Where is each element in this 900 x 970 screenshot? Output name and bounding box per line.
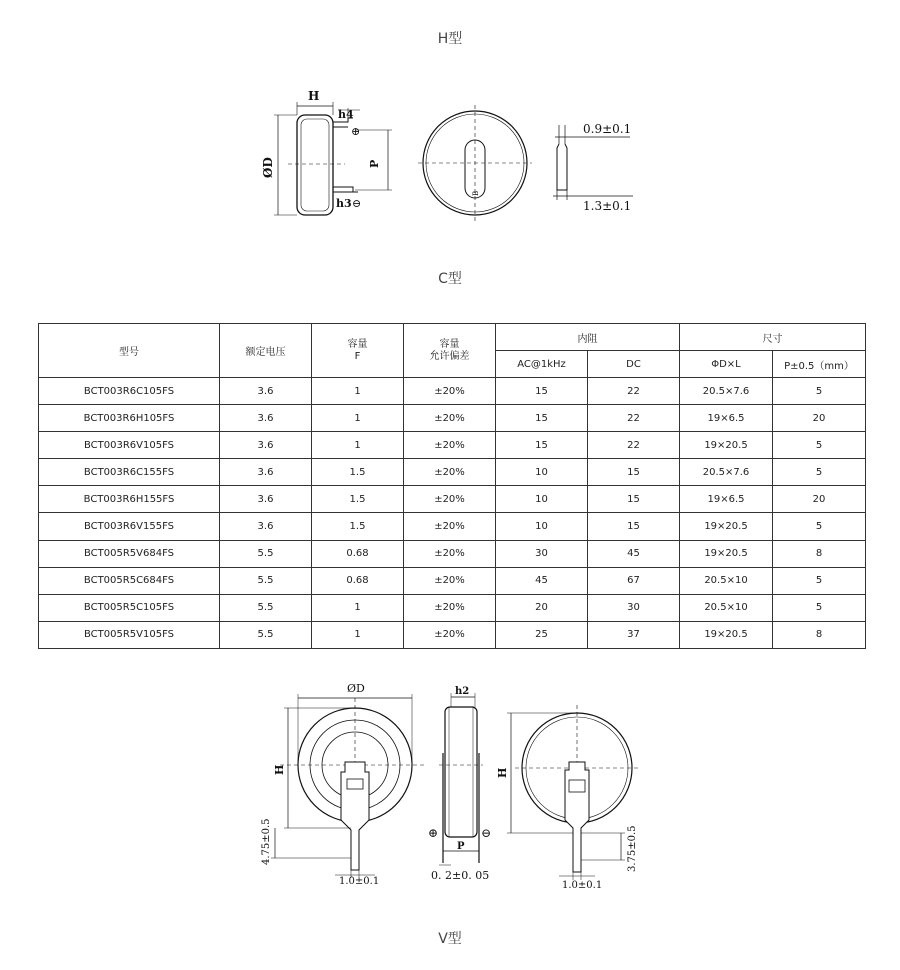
cell-tol: ±20% xyxy=(404,540,496,567)
cell-voltage: 3.6 xyxy=(220,378,312,405)
thickness-dim-label: 0.9±0.1 xyxy=(583,122,632,136)
cell-p: 20 xyxy=(773,486,866,513)
cell-model: BCT005R5C105FS xyxy=(39,594,220,621)
cell-ac: 45 xyxy=(496,567,588,594)
cell-ac: 20 xyxy=(496,594,588,621)
v-type-side-view xyxy=(425,683,505,883)
cell-dc: 45 xyxy=(588,540,680,567)
caption-v-type: V型 xyxy=(438,931,462,947)
cell-voltage: 3.6 xyxy=(220,432,312,459)
header-p: P±0.5（mm） xyxy=(773,351,866,378)
v-type-back-view xyxy=(495,700,645,890)
cell-dl: 20.5×7.6 xyxy=(680,459,773,486)
cell-dc: 22 xyxy=(588,432,680,459)
cell-model: BCT003R6H155FS xyxy=(39,486,220,513)
spec-table-body xyxy=(39,378,866,649)
h-type-lead-detail xyxy=(545,120,645,220)
cell-dc: 22 xyxy=(588,405,680,432)
v-type-front-view xyxy=(255,680,430,885)
cell-dc: 15 xyxy=(588,486,680,513)
cell-cap: 0.68 xyxy=(312,567,404,594)
v-plus-label: ⊕ xyxy=(428,826,439,840)
cell-dl: 19×20.5 xyxy=(680,540,773,567)
d-dim-label: ØD xyxy=(261,157,275,178)
caption-h-type: H型 xyxy=(437,31,463,47)
header-capacity xyxy=(312,324,404,378)
cell-voltage: 3.6 xyxy=(220,486,312,513)
cell-cap: 1 xyxy=(312,432,404,459)
cell-p: 5 xyxy=(773,459,866,486)
cell-voltage: 5.5 xyxy=(220,594,312,621)
cell-p: 8 xyxy=(773,540,866,567)
cell-ac: 15 xyxy=(496,405,588,432)
cell-dl: 20.5×7.6 xyxy=(680,378,773,405)
cell-model: BCT003R6C105FS xyxy=(39,378,220,405)
h4-dim-label: h4 xyxy=(338,108,354,121)
cell-p: 5 xyxy=(773,567,866,594)
header-ac: AC@1kHz xyxy=(496,351,588,378)
cell-cap: 1 xyxy=(312,378,404,405)
cell-dc: 37 xyxy=(588,621,680,648)
cell-p: 5 xyxy=(773,432,866,459)
table-row xyxy=(39,594,866,621)
header-dl: ΦD×L xyxy=(680,351,773,378)
minus-terminal-label: ⊖ xyxy=(352,197,362,210)
cell-dl: 19×6.5 xyxy=(680,405,773,432)
header-tol-line2: 允许偏差 xyxy=(429,350,470,362)
cell-dl: 20.5×10 xyxy=(680,567,773,594)
cell-ac: 15 xyxy=(496,378,588,405)
table-row xyxy=(39,405,866,432)
v-475-label: 4.75±0.5 xyxy=(261,818,272,865)
cell-ac: 30 xyxy=(496,540,588,567)
header-rated-voltage: 额定电压 xyxy=(220,324,312,378)
header-capacity-unit: F xyxy=(354,350,361,362)
cell-ac: 25 xyxy=(496,621,588,648)
header-resistance: 内阻 xyxy=(496,324,680,351)
spec-table xyxy=(38,323,866,649)
table-row xyxy=(39,378,866,405)
cell-voltage: 3.6 xyxy=(220,405,312,432)
cell-model: BCT005R5V684FS xyxy=(39,540,220,567)
cell-cap: 1.5 xyxy=(312,459,404,486)
cell-model: BCT005R5V105FS xyxy=(39,621,220,648)
cell-model: BCT003R6V105FS xyxy=(39,432,220,459)
cell-dl: 19×20.5 xyxy=(680,432,773,459)
cell-voltage: 3.6 xyxy=(220,513,312,540)
h-dim-label: H xyxy=(308,89,320,103)
cell-cap: 1 xyxy=(312,594,404,621)
cell-p: 5 xyxy=(773,594,866,621)
cell-dl: 19×20.5 xyxy=(680,621,773,648)
table-row xyxy=(39,486,866,513)
cell-voltage: 5.5 xyxy=(220,621,312,648)
v-lead-right-label: 1.0±0.1 xyxy=(562,880,603,891)
cell-cap: 0.68 xyxy=(312,540,404,567)
cell-cap: 1.5 xyxy=(312,486,404,513)
caption-c-type: C型 xyxy=(438,271,462,287)
table-row xyxy=(39,432,866,459)
cell-tol: ±20% xyxy=(404,594,496,621)
cell-cap: 1 xyxy=(312,621,404,648)
cell-voltage: 5.5 xyxy=(220,567,312,594)
header-dc: DC xyxy=(588,351,680,378)
cell-p: 20 xyxy=(773,405,866,432)
cell-dl: 19×6.5 xyxy=(680,486,773,513)
cell-model: BCT003R6V155FS xyxy=(39,513,220,540)
cell-dc: 15 xyxy=(588,513,680,540)
cell-tol: ±20% xyxy=(404,567,496,594)
header-model: 型号 xyxy=(39,324,220,378)
cell-p: 8 xyxy=(773,621,866,648)
h-type-side-view xyxy=(250,80,400,220)
cell-p: 5 xyxy=(773,513,866,540)
header-size: 尺寸 xyxy=(680,324,866,351)
v-h-right-label: H xyxy=(496,767,509,778)
v-p-label: P xyxy=(457,841,465,852)
cell-model: BCT003R6H105FS xyxy=(39,405,220,432)
header-tol-line1: 容量 xyxy=(439,338,460,350)
table-row xyxy=(39,567,866,594)
v-minus-label: ⊖ xyxy=(481,826,492,840)
cell-dc: 22 xyxy=(588,378,680,405)
width-dim-label: 1.3±0.1 xyxy=(583,199,632,213)
cell-dc: 67 xyxy=(588,567,680,594)
cell-model: BCT003R6C155FS xyxy=(39,459,220,486)
cell-dc: 30 xyxy=(588,594,680,621)
h-type-front-view xyxy=(420,105,540,225)
cell-tol: ±20% xyxy=(404,621,496,648)
cell-model: BCT005R5C684FS xyxy=(39,567,220,594)
cell-dl: 19×20.5 xyxy=(680,513,773,540)
cell-tol: ±20% xyxy=(404,486,496,513)
v-lead-left-label: 1.0±0.1 xyxy=(339,876,380,887)
table-row xyxy=(39,459,866,486)
cell-ac: 10 xyxy=(496,513,588,540)
header-capacity-tolerance xyxy=(404,324,496,378)
v-375-label: 3.75±0.5 xyxy=(627,825,638,872)
table-row xyxy=(39,513,866,540)
v-d-dim-label: ØD xyxy=(347,682,365,695)
b-mark: B xyxy=(472,190,480,196)
cell-ac: 10 xyxy=(496,459,588,486)
cell-dc: 15 xyxy=(588,459,680,486)
v-thick-label: 0. 2±0. 05 xyxy=(431,869,490,882)
v-h2-label: h2 xyxy=(455,686,470,697)
plus-terminal-label: ⊕ xyxy=(351,125,361,138)
cell-ac: 10 xyxy=(496,486,588,513)
table-row xyxy=(39,540,866,567)
cell-tol: ±20% xyxy=(404,513,496,540)
cell-cap: 1 xyxy=(312,405,404,432)
cell-voltage: 3.6 xyxy=(220,459,312,486)
cell-tol: ±20% xyxy=(404,405,496,432)
header-capacity-label: 容量 xyxy=(347,338,368,350)
cell-ac: 15 xyxy=(496,432,588,459)
table-row xyxy=(39,621,866,648)
cell-tol: ±20% xyxy=(404,378,496,405)
v-h-left-label: H xyxy=(273,764,286,775)
h3-dim-label: h3 xyxy=(336,197,352,210)
cell-tol: ±20% xyxy=(404,432,496,459)
cell-p: 5 xyxy=(773,378,866,405)
cell-tol: ±20% xyxy=(404,459,496,486)
p-dim-label: P xyxy=(368,159,381,168)
cell-voltage: 5.5 xyxy=(220,540,312,567)
cell-dl: 20.5×10 xyxy=(680,594,773,621)
cell-cap: 1.5 xyxy=(312,513,404,540)
